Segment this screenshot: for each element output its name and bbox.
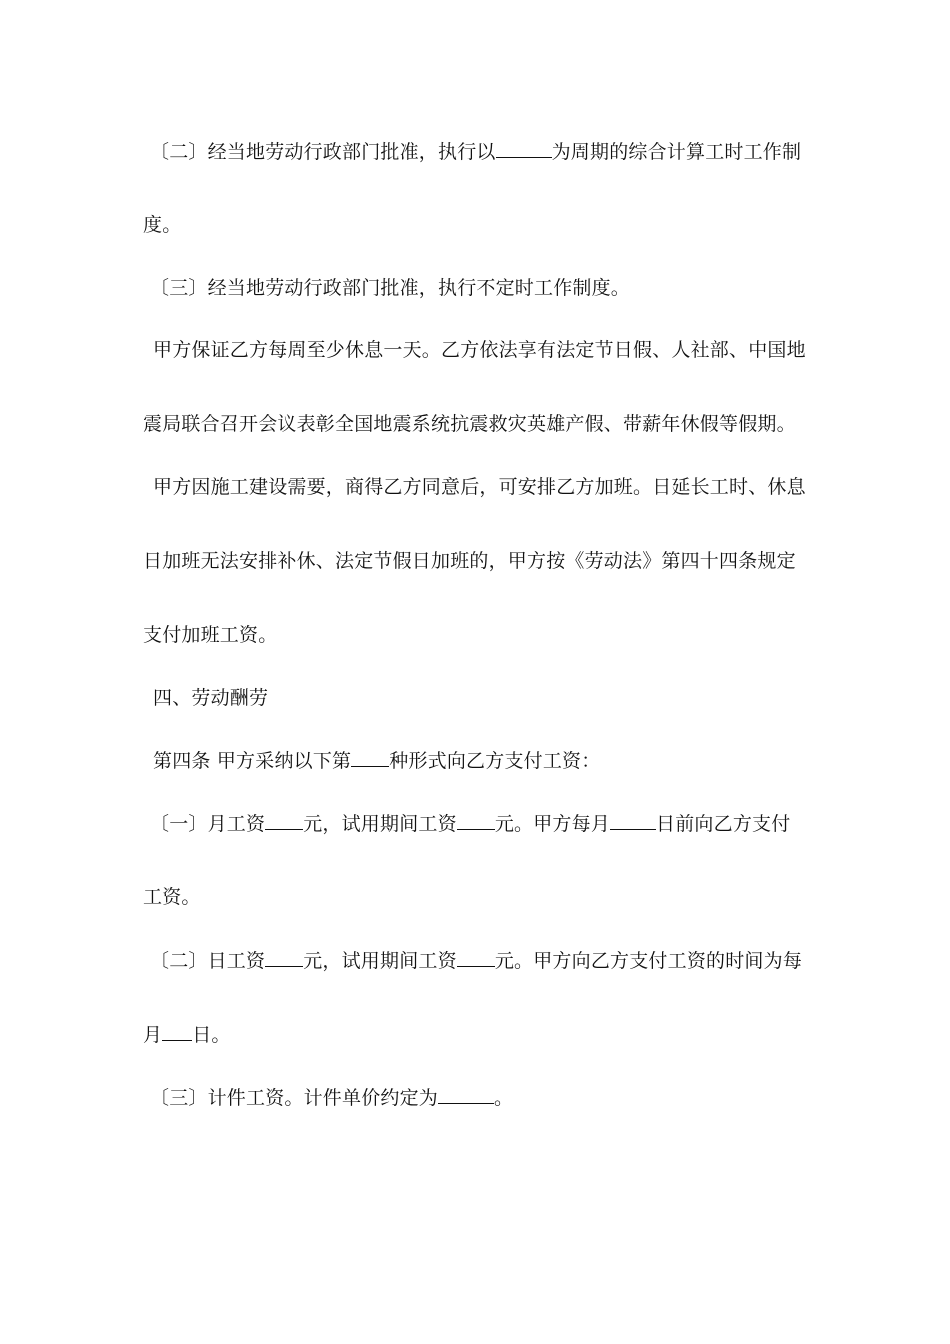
text-segment: 第四条 甲方采纳以下第 (153, 750, 352, 772)
text-segment: 工资。 (143, 886, 201, 908)
fill-in-blank (351, 748, 389, 767)
fill-in-blank (265, 948, 303, 967)
text-segment: 四、劳动酬劳 (153, 687, 269, 709)
paragraph-line (143, 213, 181, 237)
text-segment: 。 (494, 1087, 514, 1109)
text-segment: 元。甲方每月 (494, 813, 611, 835)
text-segment: 为周期的综合计算工时工作制 (551, 141, 802, 163)
fill-in-blank (438, 1085, 494, 1104)
text-segment: 日前向乙方支付 (656, 813, 791, 835)
paragraph-line (153, 748, 600, 773)
paragraph-line (150, 1085, 513, 1110)
paragraph-line (150, 276, 630, 300)
paragraph-line (143, 412, 796, 436)
text-segment: 甲方因施工建设需要，商得乙方同意后，可安排乙方加班。日延长工时、休息 (153, 476, 806, 498)
fill-in-blank (162, 1022, 192, 1041)
text-segment: 支付加班工资。 (143, 624, 278, 646)
text-segment: 〔一〕月工资 (150, 813, 266, 835)
text-segment: 震局联合召开会议表彰全国地震系统抗震救灾英雄产假、带薪年休假等假期。 (143, 413, 796, 435)
paragraph-line (143, 549, 796, 573)
fill-in-blank (610, 811, 656, 830)
paragraph-line (143, 885, 201, 909)
paragraph-line (143, 1022, 231, 1047)
text-segment: 日加班无法安排补休、法定节假日加班的，甲方按《劳动法》第四十四条规定 (143, 550, 796, 572)
text-segment: 〔三〕计件工资。计件单价约定为 (150, 1087, 439, 1109)
text-segment: 日。 (192, 1024, 231, 1046)
paragraph-line (143, 623, 277, 647)
text-segment: 元，试用期间工资 (303, 950, 457, 972)
text-segment: 元。甲方向乙方支付工资的时间为每 (494, 950, 803, 972)
text-segment: 〔二〕经当地劳动行政部门批准，执行以 (150, 141, 496, 163)
text-segment: 月 (143, 1024, 163, 1046)
text-segment: 〔三〕经当地劳动行政部门批准，执行不定时工作制度。 (150, 277, 631, 299)
paragraph-line (150, 139, 801, 164)
text-segment: 元，试用期间工资 (303, 813, 457, 835)
fill-in-blank (496, 139, 552, 158)
fill-in-blank (265, 811, 303, 830)
paragraph-line (153, 338, 806, 362)
text-segment: 甲方保证乙方每周至少休息一天。乙方依法享有法定节日假、人社部、中国地 (153, 339, 806, 361)
text-segment: 种形式向乙方支付工资： (389, 750, 601, 772)
text-segment: 度。 (143, 214, 182, 236)
fill-in-blank (457, 948, 495, 967)
paragraph-line (150, 948, 802, 973)
paragraph-line (150, 811, 790, 836)
text-segment: 〔二〕日工资 (150, 950, 266, 972)
paragraph-line (153, 475, 806, 499)
section-heading (153, 686, 268, 710)
fill-in-blank (457, 811, 495, 830)
